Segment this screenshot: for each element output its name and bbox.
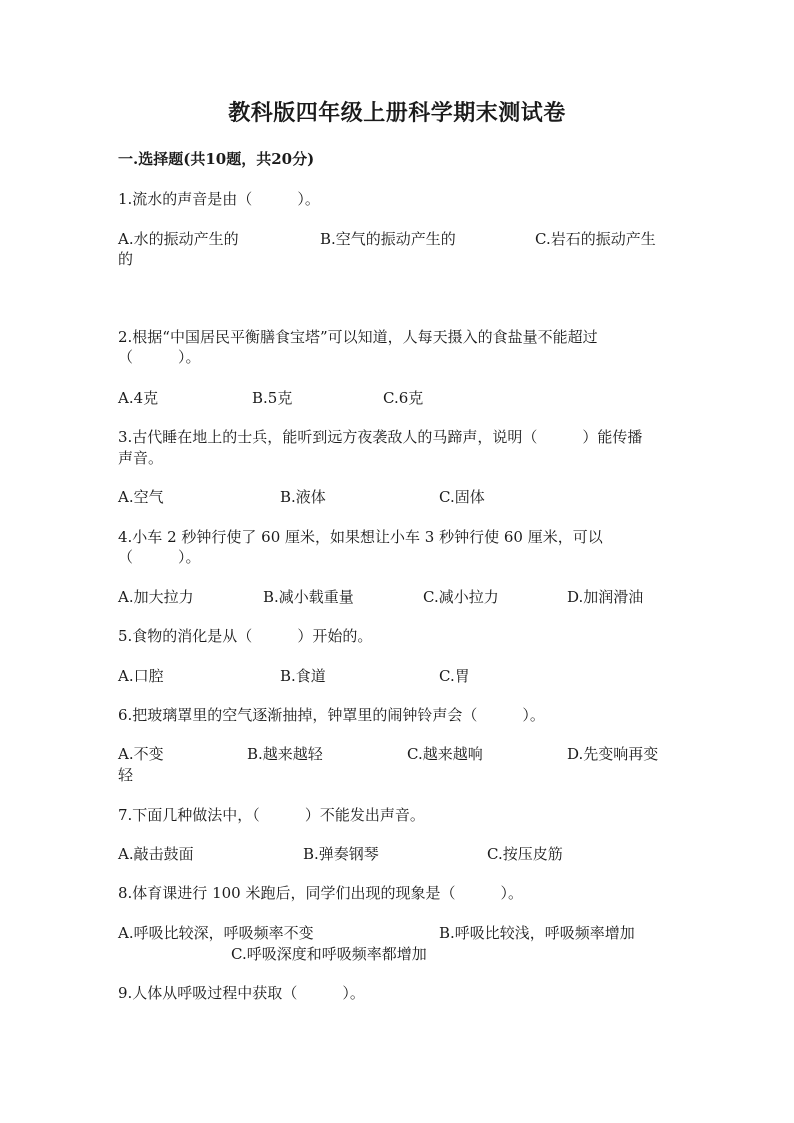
question-3-stem-line-2: 声音。 — [118, 449, 164, 467]
question-1-option-a: A.水的振动产生的 — [118, 230, 239, 248]
question-6-option-a: A.不变 — [118, 745, 164, 763]
question-5-option-c: C.胃 — [439, 667, 470, 685]
question-1-option-wrap: 的 — [118, 250, 134, 268]
question-4-option-a: A.加大拉力 — [118, 588, 194, 606]
question-8-option-b: B.呼吸比较浅，呼吸频率增加 — [439, 924, 635, 942]
question-2-stem-line-1: 2.根据“中国居民平衡膳食宝塔”可以知道，人每天摄入的食盐量不能超过 — [118, 328, 598, 346]
question-5-option-a: A.口腔 — [118, 667, 164, 685]
question-2-option-b: B.5克 — [252, 389, 293, 407]
question-2-stem-line-2: （ ）。 — [118, 348, 201, 366]
question-2-option-c: C.6克 — [383, 389, 424, 407]
question-5-option-b: B.食道 — [280, 667, 326, 685]
question-6-stem: 6.把玻璃罩里的空气逐渐抽掉，钟罩里的闹钟铃声会（ ）。 — [118, 706, 545, 724]
question-6-option-wrap: 轻 — [118, 766, 134, 784]
question-8-stem: 8.体育课进行 100 米跑后，同学们出现的现象是（ ）。 — [118, 884, 523, 902]
question-1-option-b: B.空气的振动产生的 — [320, 230, 456, 248]
question-7-option-b: B.弹奏钢琴 — [303, 845, 379, 863]
question-6-option-b: B.越来越轻 — [247, 745, 323, 763]
question-7-option-a: A.敲击鼓面 — [118, 845, 194, 863]
question-4-stem-line-2: （ ）。 — [118, 548, 201, 566]
page-title: 教科版四年级上册科学期末测试卷 — [228, 100, 566, 126]
question-1-option-c: C.岩石的振动产生 — [535, 230, 656, 248]
question-6-option-c: C.越来越响 — [407, 745, 483, 763]
question-3-option-b: B.液体 — [280, 488, 326, 506]
question-1-stem: 1.流水的声音是由（ ）。 — [118, 190, 320, 208]
question-8-option-a: A.呼吸比较深，呼吸频率不变 — [118, 924, 314, 942]
question-2-option-a: A.4克 — [118, 389, 159, 407]
question-3-stem-line-1: 3.古代睡在地上的士兵，能听到远方夜袭敌人的马蹄声，说明（ ）能传播 — [118, 428, 643, 446]
question-8-option-c: C.呼吸深度和呼吸频率都增加 — [231, 945, 427, 963]
question-6-option-d: D.先变响再变 — [567, 745, 659, 763]
question-5-stem: 5.食物的消化是从（ ）开始的。 — [118, 627, 373, 645]
section-heading: 一.选择题(共10题，共20分) — [118, 150, 315, 168]
question-4-option-c: C.减小拉力 — [423, 588, 499, 606]
question-3-option-c: C.固体 — [439, 488, 485, 506]
question-7-option-c: C.按压皮筋 — [487, 845, 563, 863]
question-4-option-b: B.减小载重量 — [263, 588, 354, 606]
question-9-stem: 9.人体从呼吸过程中获取（ ）。 — [118, 984, 365, 1002]
question-7-stem: 7.下面几种做法中，（ ）不能发出声音。 — [118, 806, 425, 824]
question-4-option-d: D.加润滑油 — [567, 588, 644, 606]
question-3-option-a: A.空气 — [118, 488, 164, 506]
question-4-stem-line-1: 4.小车 2 秒钟行使了 60 厘米，如果想让小车 3 秒钟行使 60 厘米，可以 — [118, 528, 603, 546]
